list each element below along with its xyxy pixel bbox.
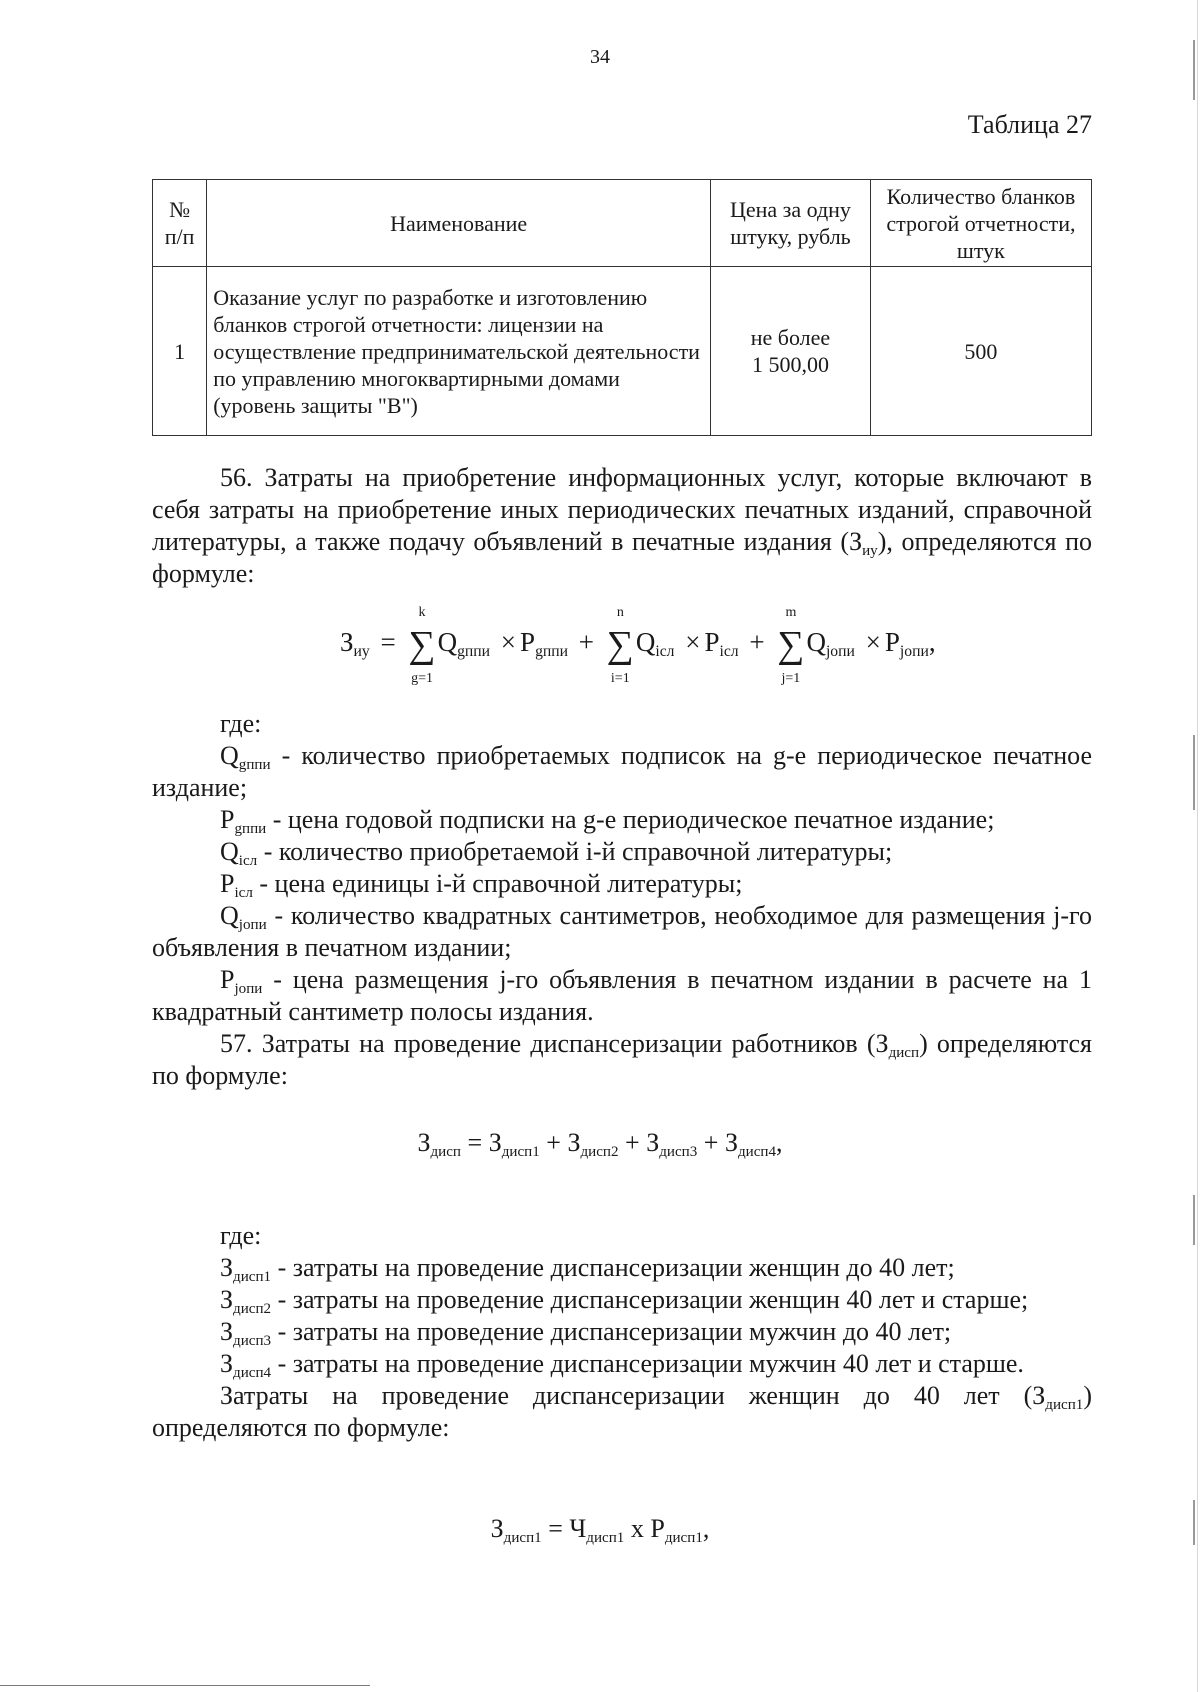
f1-q: Q [635,627,656,657]
def-symbol: З [220,1349,234,1378]
f2-term-sub: дисп2 [580,1143,619,1160]
f3-count-sub: дисп1 [586,1529,625,1546]
f1-lhs-sub: иу [353,643,370,660]
def-symbol: Q [220,837,239,866]
f2-comma: , [776,1128,783,1157]
table-caption: Таблица 27 [967,110,1092,139]
sum-symbol: ∑ k g=1 [408,605,436,686]
f2-term-sub: дисп3 [659,1143,698,1160]
f1-q: Q [806,627,826,657]
f1-p-sub: gппи [535,643,569,660]
def-sub: iсл [238,852,258,869]
f1-lhs: З [340,627,354,657]
def-symbol: З [220,1285,234,1314]
sum-lower: i=1 [610,671,630,686]
row-price [711,267,871,436]
sum-upper: k [418,605,426,620]
f2-lhs: З [417,1128,431,1157]
f1-p-sub: iсл [719,643,739,660]
price-value: 1 500,00 [751,352,829,377]
definition-item [152,900,1092,964]
f1-plus: + [578,627,595,657]
header-qty: Количество бланков строгой отчетности, штук [870,180,1091,267]
def-sub: дисп3 [233,1332,272,1349]
def-sub: gппи [238,756,271,773]
def-text: - затраты на проведение диспансеризации мужчин 40 лет и старше. [271,1349,1024,1378]
f2-term: З [646,1128,660,1157]
f2-plus: + [546,1128,561,1157]
def-sub: iсл [234,884,253,901]
f2-term: З [488,1128,502,1157]
row-num: 1 [153,267,207,436]
def-text: - количество приобретаемых подписок на g-е периодическое печатное издание; [152,741,1092,802]
f3-eq: = [548,1514,563,1543]
f2-term: З [724,1128,738,1157]
row-name: Оказание услуг по разработке и изготовлению бланков строгой отчетности: лицензии на осуществление предпринимательской деятельности по управлению многоквартирными домами (уровень защиты "В") [207,267,711,436]
para-women-sub: дисп1 [1045,1396,1084,1413]
def-sub: gппи [234,820,267,837]
f2-lhs-sub: дисп [430,1143,462,1160]
f2-plus: + [703,1128,719,1157]
def-symbol: P [220,869,235,898]
f1-p-sub: jопи [899,643,929,660]
para57-text: 57. Затраты на проведение диспансеризации работников (З [220,1029,889,1058]
f3-price-sub: дисп1 [664,1529,703,1546]
f3-lhs-sub: дисп1 [503,1529,542,1546]
f2-term-sub: дисп4 [737,1143,777,1160]
def-text: - цена размещения j-го объявления в печатном издании в расчете на 1 квадратный сантиметр полосы издания. [152,965,1092,1026]
page-number: 34 [590,46,610,68]
paragraph-56 [152,462,1092,590]
f1-times: × [500,627,517,657]
def-text: - количество квадратных сантиметров, необходимое для размещения j-го объявления в печатном издании; [152,901,1092,962]
paragraph-women-dispensary [152,1380,1092,1444]
formula-women-dispensary [0,1514,1200,1544]
para57-sub: дисп [888,1044,920,1061]
para-women-end: ) определяются по формуле: [152,1381,1092,1442]
f1-p: P [704,627,720,657]
f2-plus: + [625,1128,640,1157]
sum-symbol: ∑ n i=1 [606,605,634,686]
sum-lower: g=1 [411,671,433,686]
header-name: Наименование [207,180,711,267]
def-text: - количество приобретаемой i-й справочной литературы; [257,837,893,866]
price-prefix: не более [750,325,831,350]
f1-q-sub: iсл [655,643,675,660]
f1-times: × [865,627,881,657]
para-women-text: Затраты на проведение диспансеризации женщин до 40 лет (З [220,1381,1046,1410]
paragraph-57 [152,1028,1092,1092]
definition-item [152,1348,1092,1380]
def-symbol: З [220,1253,234,1282]
def-text: - затраты на проведение диспансеризации женщин до 40 лет; [271,1253,955,1282]
definitions-block-2 [152,1220,1092,1444]
table-header-row [153,180,1092,267]
sum-upper: n [616,605,624,620]
f1-q-sub: jопи [825,643,855,660]
def-symbol: Q [220,741,239,770]
def-sub: jопи [234,980,263,997]
para57-end: ) определяются по формуле: [152,1029,1093,1090]
row-qty: 500 [870,267,1091,436]
f1-p: P [884,627,900,657]
sum-symbol: ∑ m j=1 [777,605,805,686]
sum-upper: m [785,605,797,620]
f1-p: P [520,627,536,657]
para56-end: ), определяются по формуле: [152,527,1092,588]
para56-sub: иу [862,542,878,559]
f3-lhs: З [490,1514,504,1543]
def-symbol: Q [220,901,239,930]
def-sub: дисп4 [233,1364,272,1381]
f3-comma: , [702,1514,710,1543]
definition-item [152,804,1092,836]
cost-table [152,179,1092,436]
f1-comma: , [928,627,936,657]
definitions-block-1 [152,708,1092,1092]
definition-item [152,964,1092,1028]
where-label: где: [220,709,262,738]
f2-term: З [567,1128,581,1157]
def-text: - цена единицы i-й справочной литературы; [252,869,743,898]
formula-dispensary-total [0,1128,1200,1158]
def-symbol: P [220,805,235,834]
table-row [153,267,1092,436]
header-price: Цена за одну штуку, рубль [711,180,871,267]
sum-lower: j=1 [781,671,801,686]
definition-item [152,1284,1092,1316]
def-sub: дисп1 [233,1268,272,1285]
para56-text: 56. Затраты на приобретение информационных услуг, которые включают в себя затраты на приобретение иных периодических печатных изданий, справочной литературы, а также подачу объявлений в печатные издания (З [152,463,1092,556]
where-label: где: [220,1221,262,1250]
f1-times: × [685,627,701,657]
formula-information-services [340,605,936,696]
scan-mark [1193,1195,1195,1245]
f1-eq: = [380,627,396,657]
definition-item [152,1252,1092,1284]
def-text: - затраты на проведение диспансеризации женщин 40 лет и старше; [271,1285,1029,1314]
scan-mark [1193,735,1195,810]
def-sub: jопи [238,916,267,933]
header-num: № п/п [153,180,207,267]
f3-count: Ч [569,1514,587,1543]
definition-item [152,740,1092,804]
f3-price: Р [650,1514,665,1543]
f1-q: Q [437,627,458,657]
f3-times: х [630,1514,644,1543]
scan-edge [1197,0,1198,1692]
definition-item [152,836,1092,868]
footnote-rule [0,1685,370,1686]
definition-item [152,1316,1092,1348]
def-sub: дисп2 [233,1300,272,1317]
f2-eq: = [467,1128,483,1157]
def-text: - затраты на проведение диспансеризации мужчин до 40 лет; [271,1317,952,1346]
f2-term-sub: дисп1 [501,1143,540,1160]
f1-q-sub: gппи [457,643,491,660]
def-symbol: З [220,1317,234,1346]
f1-plus: + [749,627,765,657]
def-text: - цена годовой подписки на g-е периодическое печатное издание; [266,805,995,834]
definition-item [152,868,1092,900]
def-symbol: P [220,965,235,994]
